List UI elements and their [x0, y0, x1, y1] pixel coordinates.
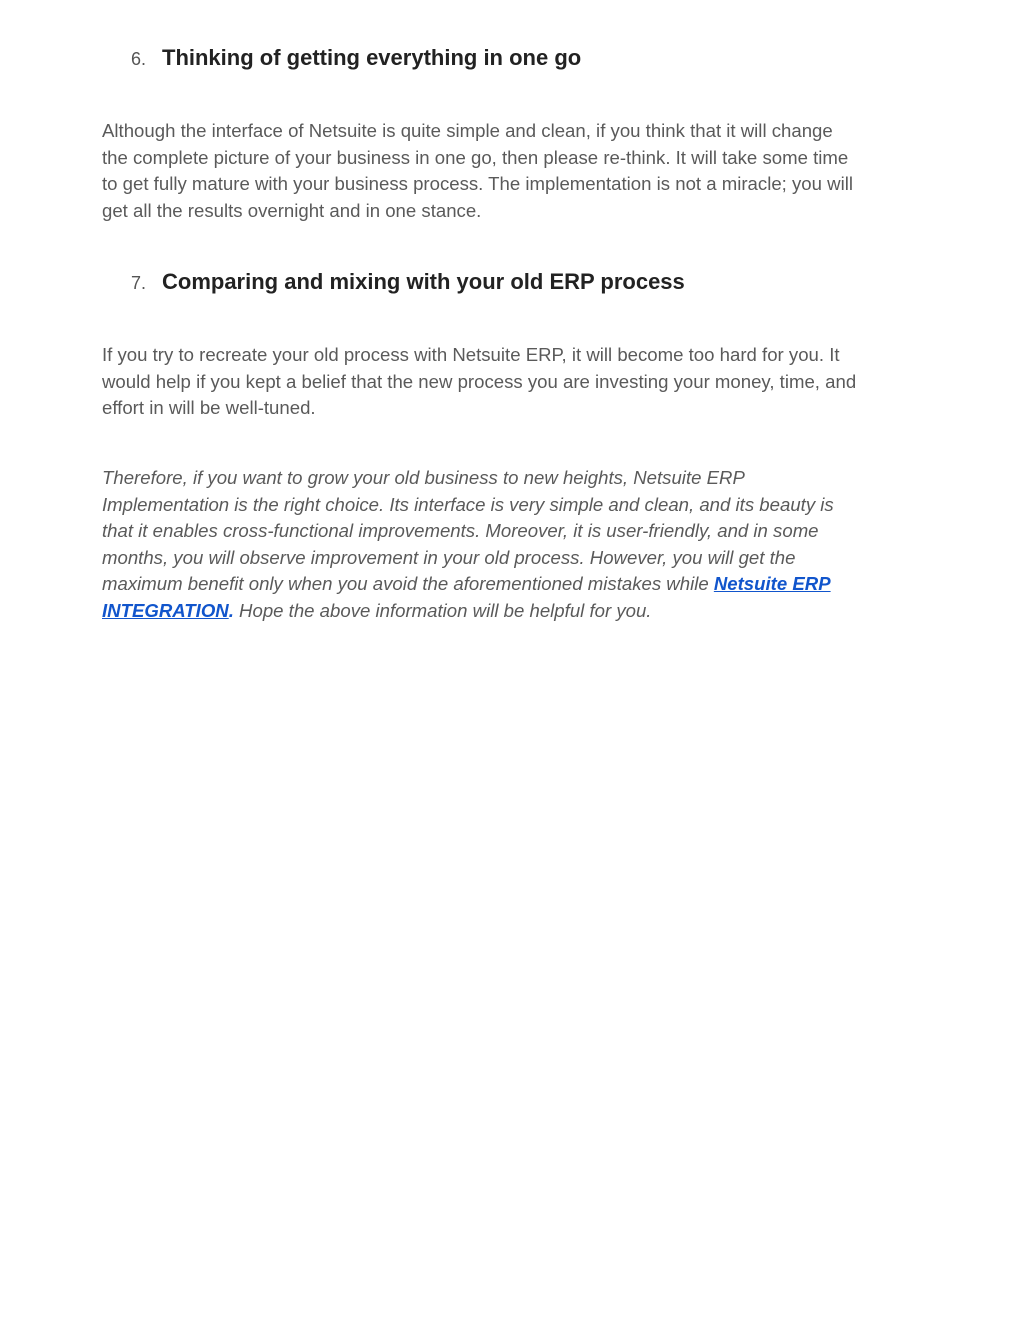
paragraph-line: to get fully mature with your business process. The implementation is not a miracle; you will [102, 173, 853, 194]
paragraph-line: that it enables cross-functional improvements. Moreover, it is user-friendly, and in some [102, 520, 819, 541]
conclusion-line-6-tail: Hope the above information will be helpful for you. [233, 599, 652, 621]
paragraph-line: the complete picture of your business in one go, then please re-think. It will take some time [102, 146, 849, 168]
paragraph-line: If you try to recreate your old process with Netsuite ERP, it will become too hard for you. It [102, 344, 840, 365]
link-text-part-1: Netsuite ERP [713, 573, 831, 594]
paragraph-line: months, you will observe improvement in your old process. However, you will get the [102, 546, 796, 568]
link-period: . [228, 599, 234, 621]
section-6-heading [131, 45, 581, 71]
section-6-paragraph [102, 118, 924, 224]
section-7-title: Comparing and mixing with your old ERP process [162, 269, 685, 294]
section-7-paragraph [102, 342, 924, 422]
section-6-title: Thinking of getting everything in one go [162, 45, 582, 70]
paragraph-line: would help if you kept a belief that the new process you are investing your money, time, and [102, 370, 857, 392]
paragraph-line: Implementation is the right choice. Its interface is very simple and clean, and its beauty is [102, 493, 834, 515]
paragraph-line: effort in will be well-tuned. [102, 397, 316, 418]
paragraph-line [102, 598, 924, 625]
section-7-number: 7. [131, 273, 147, 293]
paragraph-line [102, 571, 924, 598]
section-7-heading [131, 269, 685, 295]
conclusion-paragraph [102, 465, 924, 624]
paragraph-line: Although the interface of Netsuite is quite simple and clean, if you think that it will change [102, 120, 833, 141]
netsuite-erp-integration-link-continued[interactable] [102, 600, 229, 621]
netsuite-erp-integration-link[interactable] [714, 573, 831, 594]
link-text-part-2: INTEGRATION [102, 599, 229, 621]
paragraph-line: get all the results overnight and in one stance. [102, 199, 482, 221]
paragraph-line: Therefore, if you want to grow your old business to new heights, Netsuite ERP [102, 467, 745, 488]
conclusion-line-5-text: maximum benefit only when you avoid the aforementioned mistakes while [102, 573, 714, 594]
section-6-number: 6. [131, 49, 147, 69]
